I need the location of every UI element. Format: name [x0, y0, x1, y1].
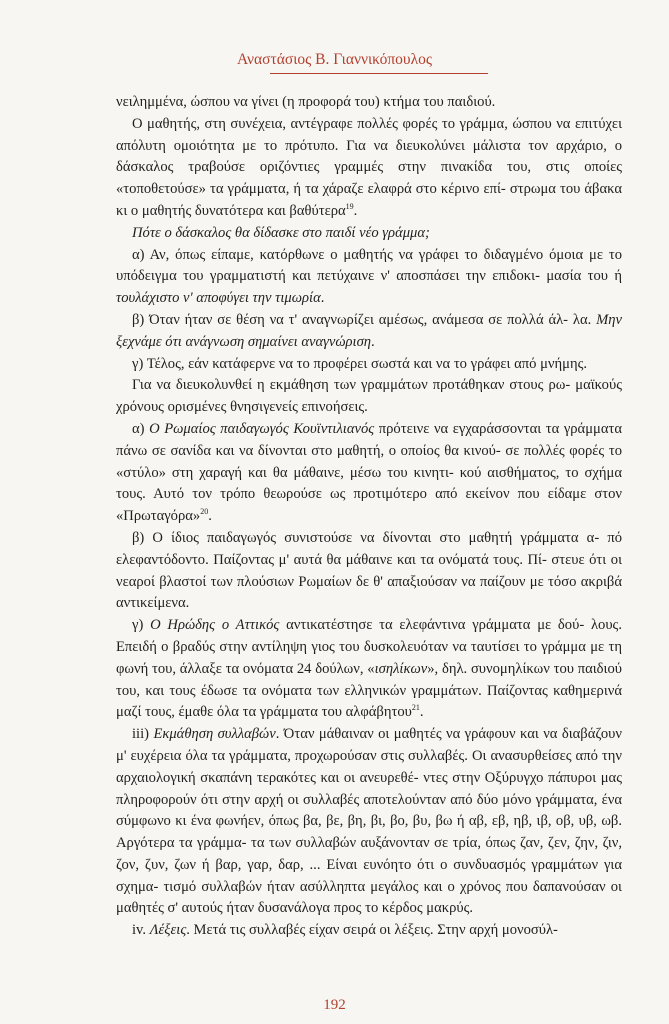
paragraph: γ) Ο Ηρώδης ο Αττικός αντικατέστησε τα ελεφάντινα γράμματα με δού- λους. Επειδή ο βραδύς στην αντίληψη γιος του δυσκολευόταν να ταυτίσει το γράμμα με τη φωνή του, άλλαξε τα ονόματα 24 δούλων, «ισηλίκων», δηλ. συνομηλίκων του παιδιού του, και τους έδωσε τα ονόματα των ελληνικών γραμμάτων. Παίζοντας καθημερινά μαζί τους, έμαθε όλα τα γράμματα του αλφάβητου$^{21}$.	[116, 617, 622, 721]
page-number: 192	[323, 997, 346, 1013]
footnote-ref: 19	[345, 202, 354, 212]
paragraph: iv. Λέξεις. Μετά τις συλλαβές είχαν σειρά οι λέξεις. Στην αρχή μονοσύλ-	[132, 922, 558, 939]
paragraph: iii) Εκμάθηση συλλαβών. Όταν μάθαιναν οι μαθητές να γράφουν και να διαβάζουν μ' ευχέρεια όλα τα γράμματα, προχωρούσαν στις συλλαβές. Οι ανασυρθείσες από την αρχαιολογική σκαπάνη τερακότες και οι ανευρεθέ- ντες στην Οξύρυγχο πάπυροι μας πληροφορούν ότι στην αρχή οι συλλαβές αποτελούνταν από δύο μόνο γράμματα, ένα σύμφωνο κι ένα φωνήεν, όπως βα, βε, βη, βι, βο, βυ, βω ή αβ, εβ, ηβ, ιβ, οβ, υβ, ωβ. Αργότερα τα γράμμα- τα των συλλαβών αυξάνονταν σε τρία, όπως ζαν, ζεν, ζην, ζιν, ζον, ζυν, ζων ή βαρ, γαρ, δαρ, ... Είναι ευνόητο ότι ο συνδυασμός γραμμάτων για σχημα- τισμό συλλαβών ήταν ασύλληπτα μεγάλος και ο χρόνος που δαπανούσαν οι μαθητές σ' αυτούς ήταν δυσανάλογα προς το κέρδος μακρύς.	[116, 726, 622, 917]
body-text	[116, 92, 622, 942]
footnote-ref: 21	[411, 703, 420, 713]
paragraph: Ο μαθητής, στη συνέχεια, αντέγραφε πολλές φορές το γράμμα, ώσπου να επιτύχει απόλυτη ομοιότητα με το πρότυπο. Για να διευκολύνει μάλιστα τον αρχάριο, ο δάσκαλος τραβούσε οριζόντιες γραμμές στην πινακίδα του, στις οποίες «τοποθετούσε» τα γράμματα, ή τα χάραζε ελαφρά στο κέρινο επί- στρωμα του άβακα κι ο μαθητής δυνατότερα και βαθύτερα$^{19}$.	[116, 115, 622, 219]
paragraph: νειλημμένα, ώσπου να γίνει (η προφορά του) κτήμα του παιδιού.	[116, 94, 496, 110]
running-header: Αναστάσιος Β. Γιαννικόπουλος	[236, 51, 433, 68]
paragraph: Για να διευκολυνθεί η εκμάθηση των γραμμάτων προτάθηκαν στους ρω- μαϊκούς χρόνους ορισμένες θνησιγενείς επινοήσεις.	[116, 377, 622, 416]
paragraph: α) Ο Ρωμαίος παιδαγωγός Κουϊντιλιανός πρότεινε να εγχαράσσονται τα γράμματα πάνω σε σανίδα και να δίνονται στο μαθητή, ο οποίος θα κινού- σε πολλές φορές το «στύλο» στη χαραγή και θα μάθαινε, μέσω του κινητι- κού αισθήματος, το σχήμα τους. Αυτό τον τρόπο θεωρούσε ως προτιμότερο από εκείνον που είδαμε στον «Πρωταγόρα»$^{20}$.	[116, 420, 623, 525]
paragraph: α) Αν, όπως είπαμε, κατόρθωνε ο μαθητής να γράφει το διδαγμένο όμοια με το υπόδειγμα του γραμματιστή και πετύχαινε ν' αποσπάσει την επιδοκι- μασία του ή τουλάχιστο ν' αποφύγει την τιμωρία.	[116, 246, 622, 307]
paragraph: Πότε ο δάσκαλος θα δίδασκε στο παιδί νέο γράμμα;	[132, 224, 430, 241]
footnote-ref: 20	[200, 507, 209, 517]
header-rule	[270, 73, 488, 74]
paragraph: β) Ο ίδιος παιδαγωγός συνιστούσε να δίνονται στο μαθητή γράμματα α- πό ελεφαντόδοντο. Παίζοντας μ' αυτά θα μάθαινε και τα ονόματά τους. Πί- στευε ότι οι νεαροί βλαστοί των πλούσιων Ρωμαίων δε θ' απαξιούσαν να παίζουν με τόσο ακριβά αντικείμενα.	[116, 529, 622, 612]
paragraph: β) Όταν ήταν σε θέση να τ' αναγνωρίζει αμέσως, ανάμεσα σε πολλά άλ- λα. Μην ξεχνάμε ότι ανάγνωση σημαίνει αναγνώριση.	[116, 311, 622, 350]
paragraph: γ) Τέλος, εάν κατάφερνε να το προφέρει σωστά και να το γράφει από μνήμης.	[132, 355, 588, 372]
